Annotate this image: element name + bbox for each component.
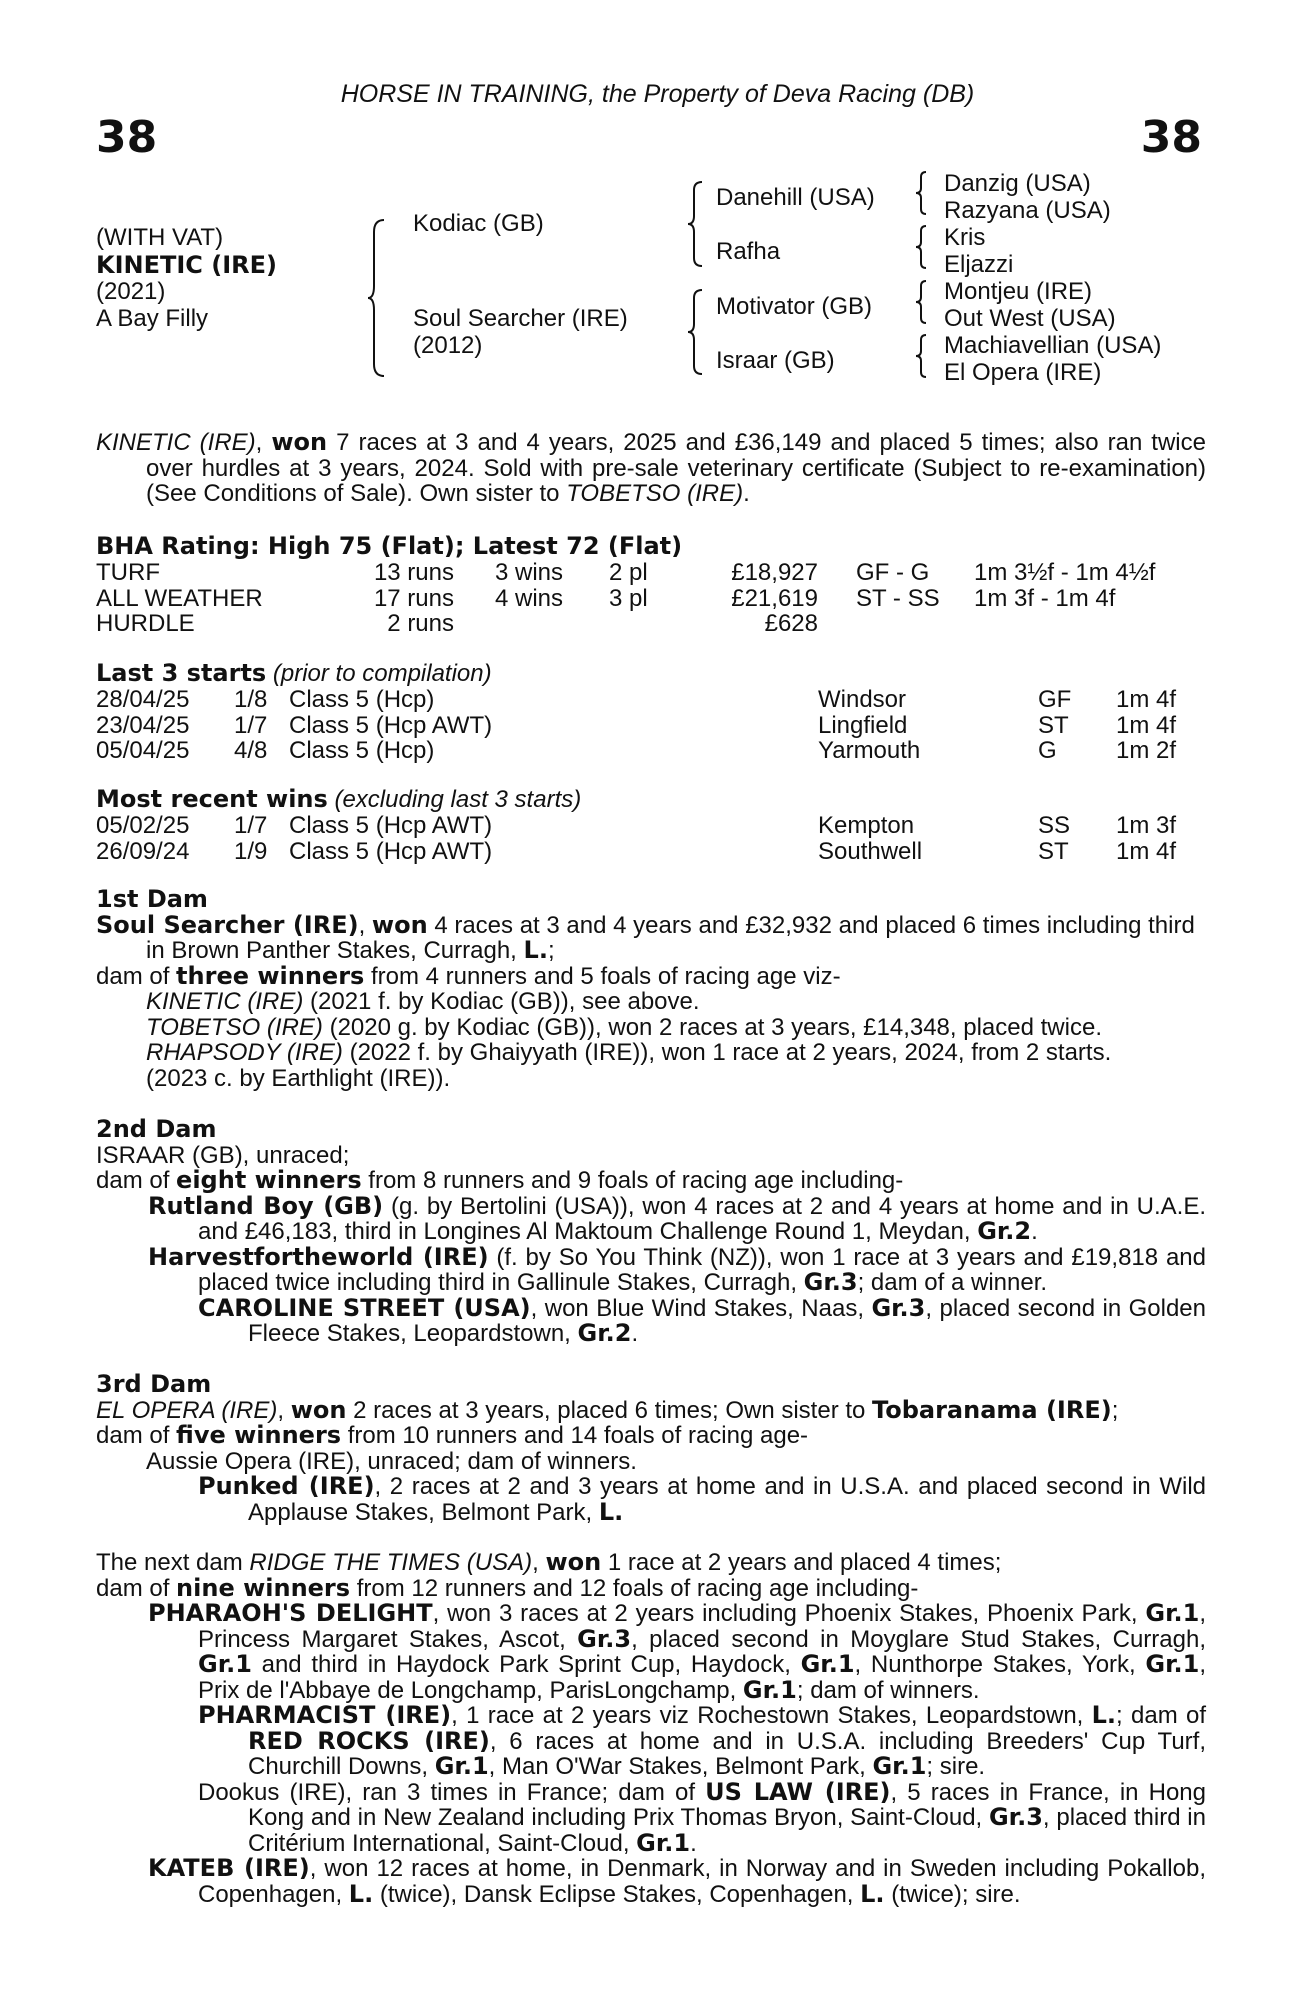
grade: Gr.3 <box>803 1268 858 1296</box>
last3-dist: 1m 4f <box>1116 711 1177 739</box>
third-dam-section <box>96 1372 1206 1525</box>
progeny-name: CAROLINE STREET (USA) <box>198 1293 531 1322</box>
progeny-text: , placed second in Moyglare Stud Stakes, Curragh, <box>631 1625 1206 1653</box>
last3-date: 28/04/25 <box>96 686 190 713</box>
progeny-name: Harvestfortheworld (IRE) <box>148 1242 489 1271</box>
last3-heading <box>96 660 492 687</box>
pedigree-brace-dam <box>688 288 704 376</box>
second-dam-heading: 2nd Dam <box>96 1115 217 1143</box>
rating-going: GF - G <box>856 559 930 586</box>
rating-runs: 13 runs <box>373 559 454 586</box>
rating-wins: 4 wins <box>495 584 564 612</box>
progeny-text: , Nunthorpe Stakes, York, <box>854 1651 1146 1678</box>
grade: Gr.2 <box>977 1217 1032 1245</box>
pedigree-sire-sire: Danehill (USA) <box>716 184 875 211</box>
grade: Gr.1 <box>636 1828 691 1857</box>
last3-going: G <box>1038 737 1057 764</box>
summary-paragraph: KINETIC (IRE), won 7 races at 3 and 4 years, 2025 and £36,149 and placed 5 times; also ran twice over hurdles at 3 years, 2024. Sold with pre-sale veterinary certificate (Subject to re-examination) (See Conditions of Sale). Own sister to TOBETSO (IRE). <box>96 428 1206 507</box>
pedigree-dam-dam: Israar (GB) <box>716 347 835 374</box>
second-dam-damof: dam of <box>96 1167 177 1194</box>
last3-note: (prior to compilation) <box>266 660 492 687</box>
progeny-text: ; dam of <box>1116 1702 1206 1729</box>
progeny-text: , 6 races at home and in U.S.A. including Breeders' Cup Turf, Churchill Downs, <box>248 1727 1206 1780</box>
progeny-text: , placed third in Critérium International, Saint-Cloud, <box>248 1804 1206 1857</box>
recent-title: Most recent wins <box>96 785 328 813</box>
listed: L. <box>598 1497 624 1526</box>
first-dam-text: 4 races at 3 and 4 years and £32,932 and placed 6 times including third in Brown Panther Stakes, Curragh, <box>146 911 1195 964</box>
progeny-text: . <box>690 1829 697 1857</box>
last3-dist: 1m 4f <box>1116 686 1177 713</box>
pedigree-dam-year: (2012) <box>413 332 483 359</box>
grade: Gr.1 <box>1145 1599 1200 1627</box>
last3-pos: 4/8 <box>234 737 268 764</box>
pedigree-g3: Kris <box>944 224 986 251</box>
bha-rating-title: BHA Rating: High 75 (Flat); Latest 72 (Flat) <box>96 532 683 560</box>
rating-prize: £21,619 <box>731 584 818 612</box>
rating-runs: 2 runs <box>387 610 454 637</box>
recent-pos: 1/9 <box>234 837 268 865</box>
last3-course: Yarmouth <box>818 737 921 764</box>
second-dam-line: ISRAAR (GB), unraced; <box>96 1141 350 1169</box>
last3-pos: 1/7 <box>234 711 268 739</box>
pedigree-g2: Razyana (USA) <box>944 197 1111 224</box>
pedigree-g1: Danzig (USA) <box>944 170 1091 197</box>
horse-year: (2021) <box>96 278 166 305</box>
recent-dist: 1m 4f <box>1116 837 1177 865</box>
summary-text: 7 races at 3 and 4 years, 2025 and £36,149 and placed 5 times; also ran twice over hurdles at 3 years, 2024. Sold with pre-sale veterinary certificate (Subject to re-examination) (See Conditions of Sale). Own sister to <box>146 429 1206 507</box>
progeny-text: , won 12 races at home, in Denmark, in Norway and in Sweden including Pokallob, Copenhagen, <box>198 1855 1206 1908</box>
grade: Gr.1 <box>872 1752 927 1780</box>
rating-prize: £628 <box>764 610 818 637</box>
first-dam-name: Soul Searcher (IRE) <box>96 910 359 939</box>
pedigree-sire-dam: Rafha <box>716 238 781 265</box>
recent-going: SS <box>1038 812 1071 839</box>
rating-surface: HURDLE <box>96 610 195 637</box>
last3-pos: 1/8 <box>234 686 268 713</box>
pedigree-dam: Soul Searcher (IRE) <box>413 305 628 332</box>
progeny-end: . <box>631 1320 639 1347</box>
next-dam-damof: dam of <box>96 1574 177 1602</box>
progeny-text: (2020 g. by Kodiac (GB)), won 2 races at 3 years, £14,348, placed twice. <box>322 1013 1102 1041</box>
progeny-text: (2022 f. by Ghaiyyath (IRE)), won 1 race at 2 years, 2024, from 2 starts. <box>342 1039 1112 1066</box>
lot-number-right: 38 <box>1140 112 1202 163</box>
recent-pos: 1/7 <box>234 812 268 839</box>
third-dam-foals: from 10 runners and 14 foals of racing age- <box>341 1422 809 1449</box>
progeny-text: , placed second in Golden Fleece Stakes, Leopardstown, <box>248 1294 1206 1347</box>
last3-going: GF <box>1038 686 1072 713</box>
rating-runs: 17 runs <box>373 584 454 612</box>
rating-wins: 3 wins <box>495 559 564 586</box>
recent-course: Southwell <box>818 837 923 865</box>
rating-surface: TURF <box>96 559 160 586</box>
progeny-name: Rutland Boy (GB) <box>148 1191 384 1220</box>
lot-number-left: 38 <box>96 112 158 163</box>
first-dam-semicolon: ; <box>547 937 555 964</box>
grade: Gr.3 <box>988 1803 1043 1831</box>
recent-race: Class 5 (Hcp AWT) <box>289 812 493 839</box>
last3-dist: 1m 2f <box>1116 737 1177 764</box>
next-dam-text: 1 race at 2 years and placed 4 times; <box>601 1549 1002 1576</box>
last3-race: Class 5 (Hcp AWT) <box>289 711 493 739</box>
listed: L. <box>1091 1701 1117 1729</box>
third-dam-sister: Tobaranama (IRE) <box>872 1395 1112 1424</box>
progeny-name: RED ROCKS (IRE) <box>248 1726 490 1755</box>
grade: Gr.1 <box>800 1650 855 1678</box>
summary-horse-name: KINETIC (IRE) <box>96 429 256 456</box>
progeny-name: KATEB (IRE) <box>148 1854 310 1882</box>
third-dam-comma: , <box>277 1396 291 1424</box>
first-dam-heading: 1st Dam <box>96 885 208 913</box>
progeny-text: , Man O'War Stakes, Belmont Park, <box>488 1753 873 1780</box>
rating-dist: 1m 3f - 1m 4f <box>974 584 1116 612</box>
rating-surface: ALL WEATHER <box>96 584 263 612</box>
first-dam-winners: three winners <box>176 961 365 990</box>
grade: Gr.3 <box>871 1293 926 1322</box>
pedigree-dam-sire: Motivator (GB) <box>716 293 873 320</box>
last3-course: Windsor <box>818 686 907 713</box>
grade: Gr.1 <box>434 1752 489 1780</box>
recent-note: (excluding last 3 starts) <box>327 786 582 813</box>
pedigree-brace-g4 <box>916 333 928 379</box>
progeny-text: , Princess Margaret Stakes, Ascot, <box>198 1600 1206 1653</box>
first-dam-damof: dam of <box>96 962 177 990</box>
recent-date: 05/02/25 <box>96 812 190 839</box>
first-dam-section: 1st Dam Soul Searcher (IRE), won 4 races at 3 and 4 years and £32,932 and placed 6 times including third in Brown Panther Stakes, Curragh, L.; dam of three winners from 4 runners and 5 foals of racing age viz- KINETIC (IRE) (2021 f. by Kodiac (GB)), see above. TOBETSO (IRE) (2020 g. by Kodiac (GB)), won 2 races at 3 years, £14,348, placed twice. RHAPSODY (IRE) (2022 f. by Ghaiyyath (IRE)), won 1 race at 2 years, 2024, from 2 starts. (2023 c. by Earthlight (IRE)). <box>96 887 1206 1091</box>
progeny-text: (twice), Dansk Eclipse Stakes, Copenhagen, <box>373 1880 861 1908</box>
grade: Gr.1 <box>198 1650 252 1678</box>
pedigree-sire: Kodiac (GB) <box>413 210 544 237</box>
first-dam-foals: from 4 runners and 5 foals of racing age viz- <box>364 962 841 990</box>
progeny-name: RHAPSODY (IRE) <box>146 1039 343 1066</box>
last3-race: Class 5 (Hcp) <box>289 686 435 713</box>
progeny-name: TOBETSO (IRE) <box>146 1013 323 1041</box>
progeny-end: ; dam of a winner. <box>857 1269 1048 1296</box>
progeny-text: (g. by Bertolini (USA)), won 4 races at 2 and 4 years at home and in U.A.E. and £46,183, third in Longines Al Maktoum Challenge Round 1, Meydan, <box>198 1192 1207 1245</box>
summary-won: won <box>271 428 328 456</box>
progeny-text: ; sire. <box>926 1753 986 1780</box>
recent-course: Kempton <box>818 812 915 839</box>
third-dam-won: won <box>290 1395 347 1424</box>
progeny-text: and third in Haydock Park Sprint Cup, Haydock, <box>251 1651 801 1678</box>
recent-dist: 1m 3f <box>1116 812 1177 839</box>
next-dam-winners: nine winners <box>176 1573 351 1602</box>
third-dam-winners: five winners <box>176 1421 342 1449</box>
listed: L. <box>348 1879 374 1908</box>
third-dam-name: EL OPERA (IRE) <box>96 1396 278 1424</box>
listed: L. <box>860 1879 885 1908</box>
last3-going: ST <box>1038 711 1069 739</box>
last3-title: Last 3 starts <box>96 659 267 687</box>
second-dam-foals: from 8 runners and 9 foals of racing age including- <box>361 1167 904 1194</box>
third-dam-damof: dam of <box>96 1422 177 1449</box>
progeny-end: . <box>1031 1218 1038 1245</box>
page-title: HORSE IN TRAINING, the Property of Deva Racing (DB) <box>340 80 975 108</box>
progeny-text: , won 3 races at 2 years including Phoenix Stakes, Phoenix Park, <box>432 1600 1146 1627</box>
third-dam-semicolon: ; <box>1111 1396 1119 1424</box>
pedigree-g8: El Opera (IRE) <box>944 359 1102 386</box>
rating-pl: 3 pl <box>609 584 648 612</box>
progeny-text: (twice); sire. <box>884 1880 1021 1908</box>
pedigree-g5: Montjeu (IRE) <box>944 278 1093 305</box>
last3-course: Lingfield <box>818 711 908 739</box>
next-dam-comma: , <box>532 1549 546 1576</box>
pedigree-g6: Out West (USA) <box>944 305 1116 332</box>
second-dam-section <box>96 1117 1206 1347</box>
next-dam-section <box>96 1550 1206 1907</box>
recent-race: Class 5 (Hcp AWT) <box>289 837 493 865</box>
progeny-name: PHARMACIST (IRE) <box>198 1701 452 1729</box>
progeny-text: Aussie Opera (IRE), unraced; dam of winners. <box>146 1447 637 1475</box>
progeny-text: , 1 race at 2 years viz Rochestown Stakes, Leopardstown, <box>451 1702 1092 1729</box>
last3-race: Class 5 (Hcp) <box>289 737 435 764</box>
pedigree-g7: Machiavellian (USA) <box>944 332 1162 359</box>
rating-prize: £18,927 <box>731 559 818 586</box>
pedigree-brace-sire <box>688 180 704 268</box>
progeny-name: PHARAOH'S DELIGHT <box>148 1599 433 1627</box>
first-dam-listed: L. <box>523 936 548 964</box>
progeny-text: , won Blue Wind Stakes, Naas, <box>530 1294 872 1322</box>
horse-name: KINETIC (IRE) <box>96 251 278 279</box>
recent-heading <box>96 786 581 813</box>
second-dam-winners: eight winners <box>176 1166 362 1194</box>
grade: Gr.1 <box>1145 1650 1200 1678</box>
progeny-text: Dookus (IRE), ran 3 times in France; dam of <box>198 1778 706 1806</box>
progeny-text: (f. by So You Think (NZ)), won 1 race at 3 years and £19,818 and placed twice including third in Gallinule Stakes, Curragh, <box>198 1243 1206 1296</box>
pedigree-brace-main <box>368 218 386 378</box>
third-dam-text: 2 races at 3 years, placed 6 times; Own sister to <box>346 1396 873 1424</box>
progeny-name: Punked (IRE) <box>198 1472 375 1500</box>
recent-date: 26/09/24 <box>96 837 190 865</box>
progeny-text: , 5 races in France, in Hong Kong and in New Zealand including Prix Thomas Bryon, Saint-Cloud, <box>248 1778 1206 1831</box>
pedigree-brace-g1 <box>916 170 928 216</box>
vat-note: (WITH VAT) <box>96 224 224 251</box>
progeny-text: ; dam of winners. <box>796 1676 980 1704</box>
grade: Gr.3 <box>577 1624 632 1653</box>
horse-description: A Bay Filly <box>96 305 209 332</box>
grade: Gr.2 <box>577 1319 632 1347</box>
summary-end: . <box>743 480 750 507</box>
progeny-name: US LAW (IRE) <box>705 1777 891 1806</box>
progeny-text: (2021 f. by Kodiac (GB)), see above. <box>303 988 700 1015</box>
last3-date: 23/04/25 <box>96 711 190 739</box>
rating-dist: 1m 3½f - 1m 4½f <box>974 559 1156 586</box>
pedigree-brace-g3 <box>916 279 928 325</box>
recent-going: ST <box>1038 837 1069 865</box>
pedigree-g4: Eljazzi <box>944 251 1014 278</box>
progeny-name: KINETIC (IRE) <box>146 988 304 1015</box>
summary-sister: TOBETSO (IRE) <box>566 480 744 507</box>
next-dam-intro: The next dam <box>96 1549 250 1576</box>
first-dam-won: won <box>371 910 428 939</box>
third-dam-heading: 3rd Dam <box>96 1370 212 1398</box>
next-dam-name: RIDGE THE TIMES (USA) <box>249 1549 533 1576</box>
grade: Gr.1 <box>742 1675 797 1704</box>
next-dam-foals: from 12 runners and 12 foals of racing age including- <box>350 1574 919 1602</box>
progeny-text: (2023 c. by Earthlight (IRE)). <box>146 1064 451 1092</box>
rating-going: ST - SS <box>856 584 940 612</box>
next-dam-won: won <box>545 1548 602 1576</box>
last3-date: 05/04/25 <box>96 737 190 764</box>
pedigree-brace-g2 <box>916 224 928 270</box>
rating-pl: 2 pl <box>609 559 648 586</box>
progeny-text: , 2 races at 2 and 3 years at home and in U.S.A. and placed second in Wild Applause Stakes, Belmont Park, <box>248 1473 1207 1526</box>
progeny-text: , Prix de l'Abbaye de Longchamp, ParisLongchamp, <box>198 1651 1207 1704</box>
